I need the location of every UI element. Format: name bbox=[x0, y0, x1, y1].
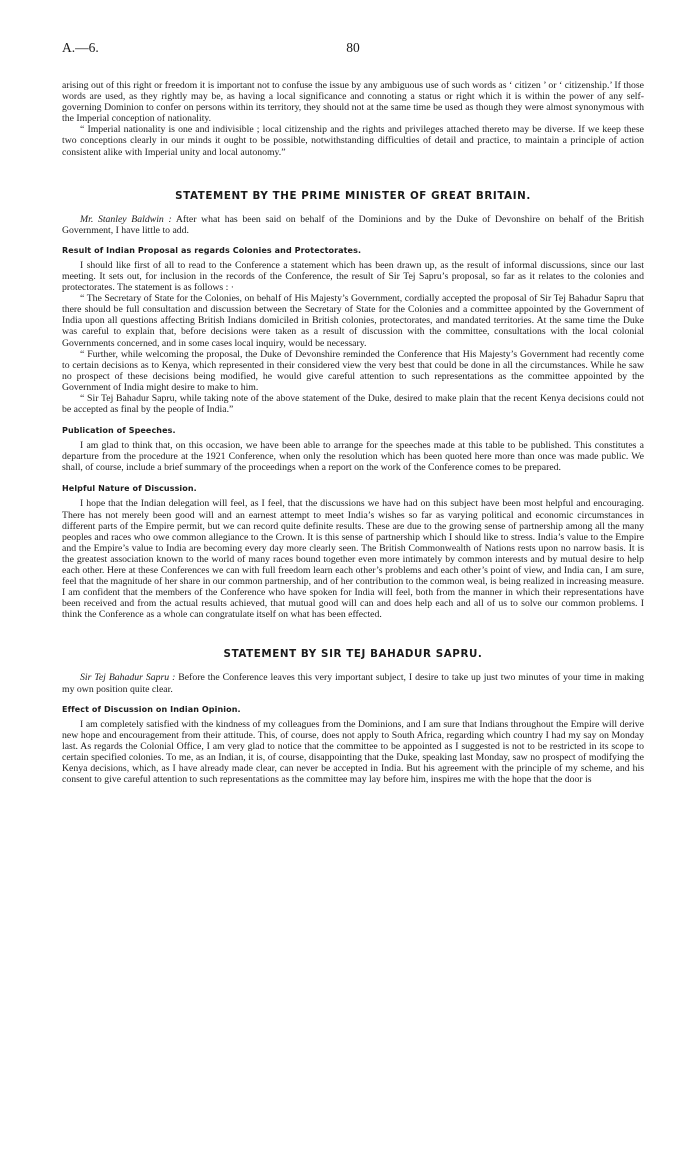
pm-speaker-name: Mr. Stanley Baldwin : bbox=[80, 213, 172, 225]
helpful-nature-paragraph: I hope that the Indian delegation will feel, as I feel, that the discussions we have had on this subject have been most helpful and encouraging. There has not merely been good will and an earnest attempt to meet India’s wishes so far as varying political and economic circumstances in different parts of the Empire permit, but we can record quite definite results. These are due to the growing sense of partnership among all the many peoples and races who owe common allegiance to the Crown. It is this sense of partnership which I should like to stress. India’s value to the Empire and the Empire’s value to India are becoming every day more clearly seen. The British Commonwealth of Nations rests upon no narrow basis. It is the greatest association known to the world of many races bound together even more intimately by common interests and by mutual desire to help each other. Here at these Conferences we can with full freedom learn each other’s problems and each other’s point of view, and India can, I am sure, feel that the magnitude of her share in our common partnership, and of her contribution to the common weal, is being realized in increasing measure. I am confident that the members of the Conference who have spoken for India will feel, both from the manner in which their representations have been received and from the actual results achieved, that mutual good will can and does help each and all of us to solve our common problems. I think the Conference as a whole can congratulate itself on what has been effected. bbox=[62, 498, 644, 621]
section-heading-helpful-nature: Helpful Nature of Discussion. bbox=[62, 484, 197, 494]
page-header bbox=[62, 40, 644, 62]
section-heading-indian-proposal: Result of Indian Proposal as regards Colonies and Protectorates. bbox=[62, 245, 362, 255]
sapru-statement-intro bbox=[62, 672, 644, 694]
section-heading-publication: Publication of Speeches. bbox=[62, 426, 176, 436]
page-number: 80 bbox=[346, 40, 360, 55]
indian-proposal-paragraph-2: “ The Secretary of State for the Colonies, on behalf of His Majesty’s Government, cordially accepted the proposal of Sir Tej Bahadur Sapru that there should be full consultation and discussion between the Secretary of State for the Colonies and a committee appointed by the Government of India upon all questions affecting British Indians domiciled in British colonies, protectorates, and mandated territories. At the same time the Duke was careful to explain that, before decisions were taken as a result of discussion with the committee, consultations with the local colonial Governments concerned, and in some cases local inquiry, would be necessary. bbox=[62, 293, 644, 349]
pm-intro-text: After what has been said on behalf of the Dominions and by the Duke of Devonshire on behalf of the British Government, I have little to add. bbox=[62, 213, 644, 236]
indian-proposal-paragraph-3: “ Further, while welcoming the proposal, the Duke of Devonshire reminded the Conference that His Majesty’s Government had recently come to certain decisions as to Kenya, which represented in their considered view the very best that could be done in all the circumstances. While he saw no prospect of these decisions being modified, he would give careful attention to such representations as the committee appointed by the Government of India might desire to make to him. bbox=[62, 348, 644, 393]
pm-statement-intro bbox=[62, 214, 644, 236]
document-page bbox=[62, 40, 644, 785]
sapru-speaker-name: Sir Tej Bahadur Sapru : bbox=[80, 672, 176, 684]
indian-opinion-paragraph: I am completely satisfied with the kindness of my colleagues from the Dominions, and I am sure that Indians throughout the Empire will derive new hope and encouragement from their attitude. This, of course, does not apply to South Africa, regarding which country I had my say on Monday last. As regards the Colonial Office, I am very glad to notice that the committee to be appointed as I suggested is not to be restricted in its scope to certain specified colonies. To me, as an Indian, it is, of course, disappointing that the Duke, speaking last Monday, saw no prospect of modifying the Kenya decisions, which, as I have already made clear, can never be accepted in India. But his agreement with the principle of my scheme, and his consent to give careful attention to such representations as the committee may lay before him, inspires me with the hope that the door is bbox=[62, 718, 644, 786]
pm-statement-title: STATEMENT BY THE PRIME MINISTER OF GREAT BRITAIN. bbox=[175, 189, 531, 202]
opening-paragraph: arising out of this right or freedom it is important not to confuse the issue by any ambiguous use of such words as ‘ citizen ’ or ‘ citizenship.’ If those words are used, as they rightly may be, as having a local significance and connoting a status or right which it is within the power of any self-governing Dominion to confer on persons within its territory, they should not at the same time be used as though they were almost synonymous with the Imperial conception of nationality. bbox=[62, 80, 644, 125]
indian-proposal-paragraph-4: “ Sir Tej Bahadur Sapru, while taking note of the above statement of the Duke, desired to make plain that the recent Kenya decisions could not be accepted as final by the people of India.” bbox=[62, 392, 644, 416]
indian-proposal-paragraph-1: I should like first of all to read to the Conference a statement which has been drawn up, as the result of informal discussions, since our last meeting. It sets out, for inclusion in the records of the Conference, the result of Sir Tej Sapru’s proposal, so far as it relates to the colonies and protectorates. The statement is as follows : · bbox=[62, 259, 644, 294]
opening-quote-paragraph: “ Imperial nationality is one and indivisible ; local citizenship and the rights and privileges attached thereto may be diverse. If we keep these two conceptions clearly in our minds it ought to be possible, notwithstanding difficulties of detail and practice, to maintain a principle of action consistent alike with Imperial unity and local autonomy.” bbox=[62, 124, 644, 158]
section-heading-indian-opinion: Effect of Discussion on Indian Opinion. bbox=[62, 704, 241, 714]
publication-paragraph: I am glad to think that, on this occasion, we have been able to arrange for the speeches made at this table to be published. This constitutes a departure from the procedure at the 1921 Conference, when only the resolution which has been quoted here more than once was made public. We shall, of course, include a brief summary of the proceedings when a report on the work of the Conference comes to be prepared. bbox=[62, 440, 644, 474]
sapru-intro-text: Before the Conference leaves this very important subject, I desire to take up just two minutes of your time in making my own position quite clear. bbox=[62, 672, 644, 695]
sapru-statement-title: STATEMENT BY SIR TEJ BAHADUR SAPRU. bbox=[223, 648, 483, 661]
page-id: A.—6. bbox=[62, 40, 99, 55]
